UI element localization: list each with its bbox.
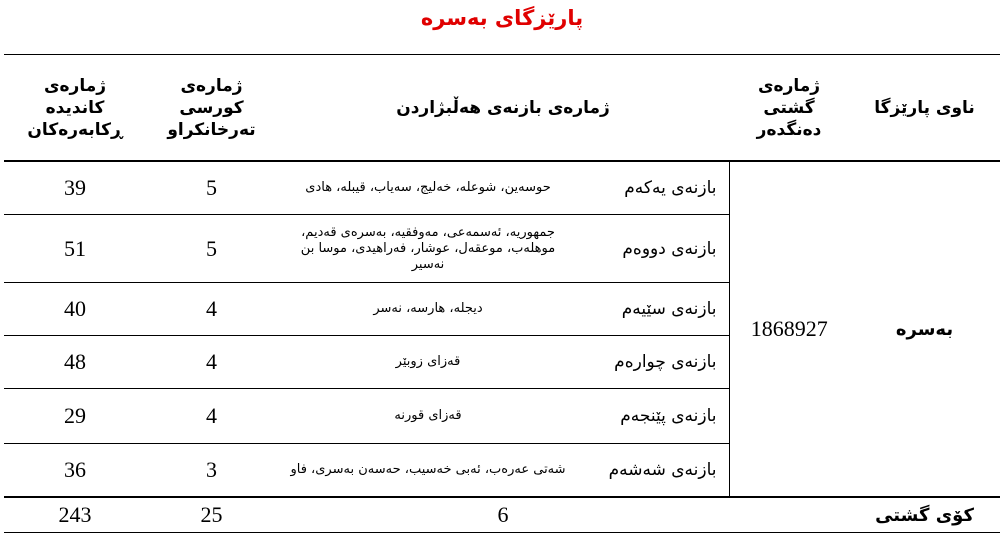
district-areas: حوسەین، شوعلە، خەلیج، سەیاب، قیبلە، هادی: [277, 161, 579, 215]
totals-seats: 25: [146, 497, 277, 533]
candidates-value: 48: [4, 336, 146, 389]
header-seats: ژمارەی کورسی تەرخانکراو: [146, 55, 277, 162]
district-areas: شەتی عەرەب، ئەبی خەسیب، حەسەن بەسری، فاو: [277, 444, 579, 498]
district-name: بازنەی پێنجەم: [579, 389, 729, 444]
totals-districts: 6: [277, 497, 729, 533]
population-value: 1868927: [729, 161, 849, 497]
table-row: [4, 161, 1000, 215]
header-district: ژمارەی بازنەی هەڵبژاردن: [277, 55, 729, 162]
seats-value: 4: [146, 336, 277, 389]
candidates-value: 29: [4, 389, 146, 444]
district-name: بازنەی چوارەم: [579, 336, 729, 389]
header-province: ناوی پارێزگا: [849, 55, 1000, 162]
districts-table: [4, 54, 1000, 533]
district-name: بازنەی دووەم: [579, 215, 729, 283]
seats-value: 5: [146, 215, 277, 283]
district-areas: دیجلە، هارسە، نەسر: [277, 283, 579, 336]
district-areas: جمهوریە، ئەسمەعی، مەوفقیە، بەسرەی قەدیم، موهلەب، موعقەل، عوشار، فەراهیدی، موسا بن نەسیر: [277, 215, 579, 283]
totals-row: [4, 497, 1000, 533]
totals-candidates: 243: [4, 497, 146, 533]
province-name: بەسرە: [849, 161, 1000, 497]
seats-value: 4: [146, 283, 277, 336]
table-header-row: [4, 55, 1000, 162]
page-title: پارێزگای بەسرە: [420, 6, 584, 30]
district-areas: قەزای زوبێر: [277, 336, 579, 389]
candidates-value: 40: [4, 283, 146, 336]
seats-value: 4: [146, 389, 277, 444]
candidates-value: 51: [4, 215, 146, 283]
seats-value: 3: [146, 444, 277, 498]
seats-value: 5: [146, 161, 277, 215]
header-candidates: ژمارەی کاندیدە ڕکابەرەکان: [4, 55, 146, 162]
district-areas: قەزای قورنە: [277, 389, 579, 444]
district-name: بازنەی سێیەم: [579, 283, 729, 336]
totals-label: کۆی گشتی: [849, 497, 1000, 533]
district-name: بازنەی شەشەم: [579, 444, 729, 498]
candidates-value: 36: [4, 444, 146, 498]
header-population: ژمارەی گشتی دەنگدەر: [729, 55, 849, 162]
totals-empty: [729, 497, 849, 533]
candidates-value: 39: [4, 161, 146, 215]
district-name: بازنەی یەکەم: [579, 161, 729, 215]
